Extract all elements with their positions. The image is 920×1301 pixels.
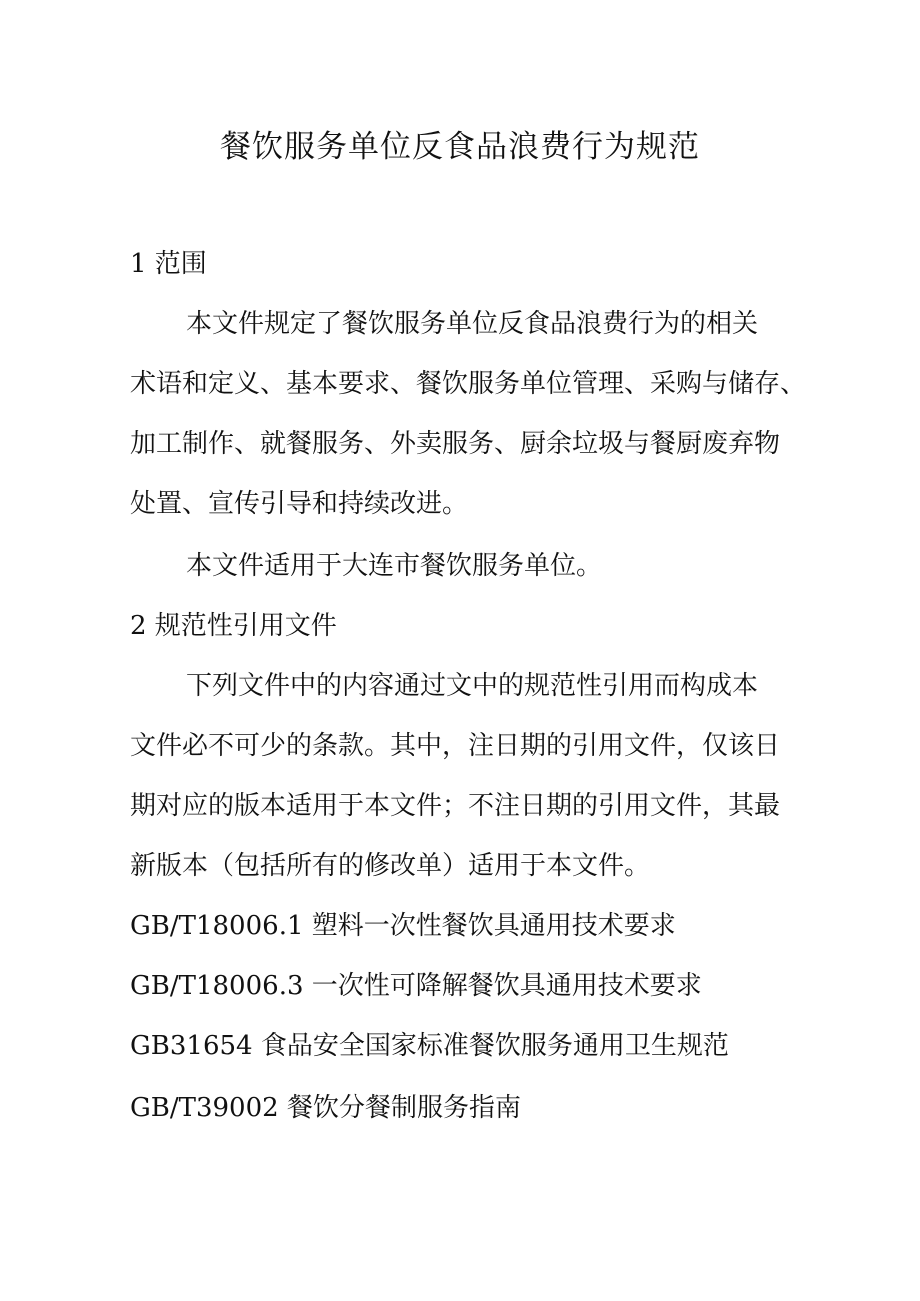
document-title: 餐饮服务单位反食品浪费行为规范 [220,129,700,165]
reference-item: GB/T18006.3 一次性可降解餐饮具通用技术要求 [130,971,702,1001]
paragraph-line: 术语和定义、基本要求、餐饮服务单位管理、采购与储存、 [130,369,807,399]
paragraph-line: 新版本（包括所有的修改单）适用于本文件。 [130,851,651,881]
section-heading-normative-references: 2 规范性引用文件 [130,611,337,641]
section-heading-scope: 1 范围 [130,249,207,279]
paragraph-line: 下列文件中的内容通过文中的规范性引用而构成本 [186,671,759,701]
reference-item: GB/T18006.1 塑料一次性餐饮具通用技术要求 [130,911,676,941]
paragraph-line: 文件必不可少的条款。其中，注日期的引用文件，仅该日 [130,731,781,761]
reference-item: GB/T39002 餐饮分餐制服务指南 [130,1093,521,1123]
paragraph-line: 本文件规定了餐饮服务单位反食品浪费行为的相关 [186,309,759,339]
paragraph-line: 本文件适用于大连市餐饮服务单位。 [186,551,603,581]
paragraph-line: 加工制作、就餐服务、外卖服务、厨余垃圾与餐厨废弃物 [130,429,781,459]
paragraph-line: 处置、宣传引导和持续改进。 [130,489,469,519]
paragraph-line: 期对应的版本适用于本文件；不注日期的引用文件，其最 [130,791,781,821]
reference-item: GB31654 食品安全国家标准餐饮服务通用卫生规范 [130,1031,729,1061]
